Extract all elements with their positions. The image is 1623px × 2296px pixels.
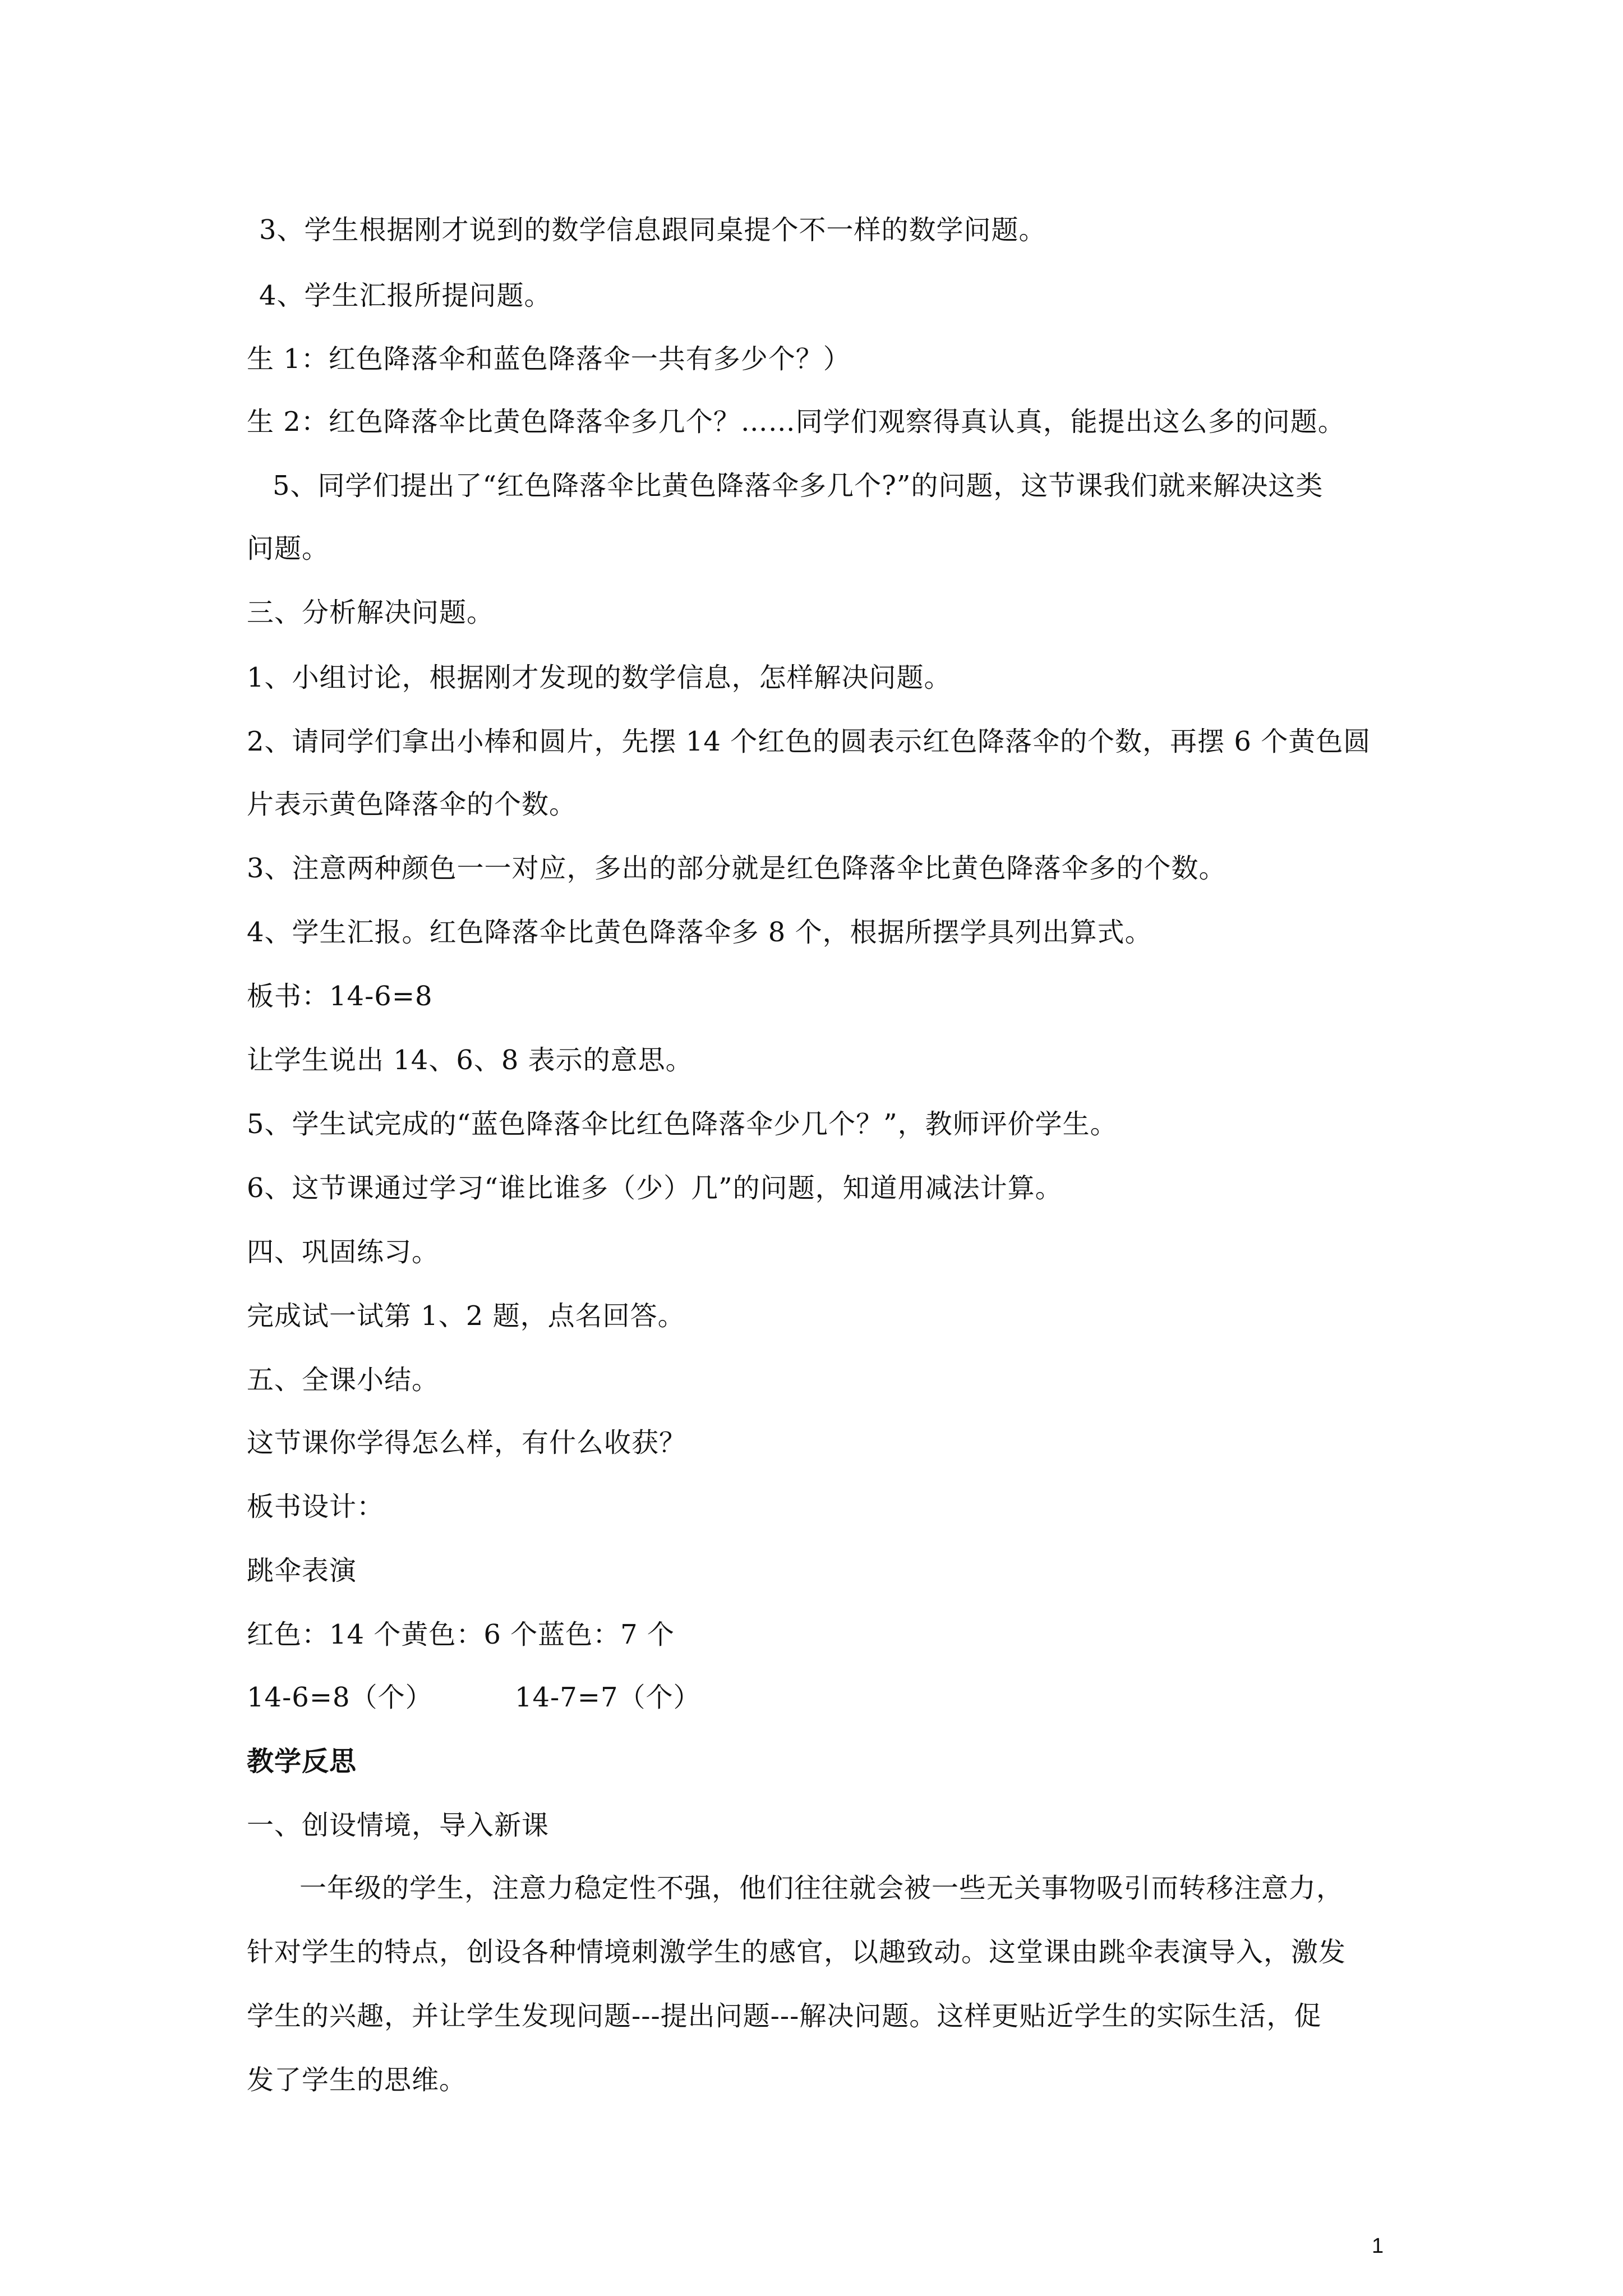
text-line: 3、注意两种颜色一一对应，多出的部分就是红色降落伞比黄色降落伞多的个数。 xyxy=(247,853,1227,884)
text-line: 5、同学们提出了“红色降落伞比黄色降落伞多几个?”的问题，这节课我们就来解决这类 xyxy=(273,470,1324,501)
text-line: 1、小组讨论，根据刚才发现的数学信息，怎样解决问题。 xyxy=(247,662,952,693)
section-heading: 教学反思 xyxy=(247,1746,357,1777)
text-line: 3、学生根据刚才说到的数学信息跟同桌提个不一样的数学问题。 xyxy=(259,214,1046,246)
text-line: 2、请同学们拿出小棒和圆片，先摆 14 个红色的圆表示红色降落伞的个数，再摆 6 个黄色圆 xyxy=(247,726,1371,757)
text-line: 4、学生汇报。红色降落伞比黄色降落伞多 8 个，根据所摆学具列出算式。 xyxy=(247,917,1152,948)
page-number: 1 xyxy=(1372,2234,1384,2258)
text-line: 14-6=8（个） 14-7=7（个） xyxy=(247,1682,701,1713)
paragraph-line: 学生的兴趣，并让学生发现问题---提出问题---解决问题。这样更贴近学生的实际生活，促 xyxy=(247,2000,1322,2032)
text-line: 让学生说出 14、6、8 表示的意思。 xyxy=(247,1045,693,1076)
section-heading: 三、分析解决问题。 xyxy=(247,597,495,628)
text-line: 这节课你学得怎么样，有什么收获？ xyxy=(247,1427,687,1458)
text-line: 问题。 xyxy=(247,533,330,564)
text-line: 完成试一试第 1、2 题，点名回答。 xyxy=(247,1300,685,1332)
text-line: 板书设计： xyxy=(247,1491,385,1522)
text-line: 生 2：红色降落伞比黄色降落伞多几个？……同学们观察得真认真，能提出这么多的问题。 xyxy=(247,406,1345,438)
section-heading: 五、全课小结。 xyxy=(247,1364,440,1396)
paragraph-line: 发了学生的思维。 xyxy=(247,2064,467,2096)
section-heading: 四、巩固练习。 xyxy=(247,1236,440,1268)
text-line: 生 1：红色降落伞和蓝色降落伞一共有多少个？） xyxy=(247,343,851,375)
text-line: 红色：14 个黄色：6 个蓝色：7 个 xyxy=(247,1619,675,1650)
paragraph-line: 针对学生的特点，创设各种情境刺激学生的感官，以趣致动。这堂课由跳伞表演导入，激发 xyxy=(247,1936,1347,1968)
text-line: 4、学生汇报所提问题。 xyxy=(259,280,552,311)
text-line: 板书：14-6=8 xyxy=(247,981,433,1012)
text-line: 6、这节课通过学习“谁比谁多（少）几”的问题，知道用减法计算。 xyxy=(247,1172,1063,1204)
text-line: 跳伞表演 xyxy=(247,1555,357,1586)
paragraph-line: 一年级的学生，注意力稳定性不强，他们往往就会被一些无关事物吸引而转移注意力， xyxy=(299,1872,1344,1904)
text-line: 片表示黄色降落伞的个数。 xyxy=(247,789,577,820)
text-line: 5、学生试完成的“蓝色降落伞比红色降落伞少几个？”，教师评价学生。 xyxy=(247,1108,1118,1140)
section-heading: 一、创设情境，导入新课 xyxy=(247,1810,550,1841)
